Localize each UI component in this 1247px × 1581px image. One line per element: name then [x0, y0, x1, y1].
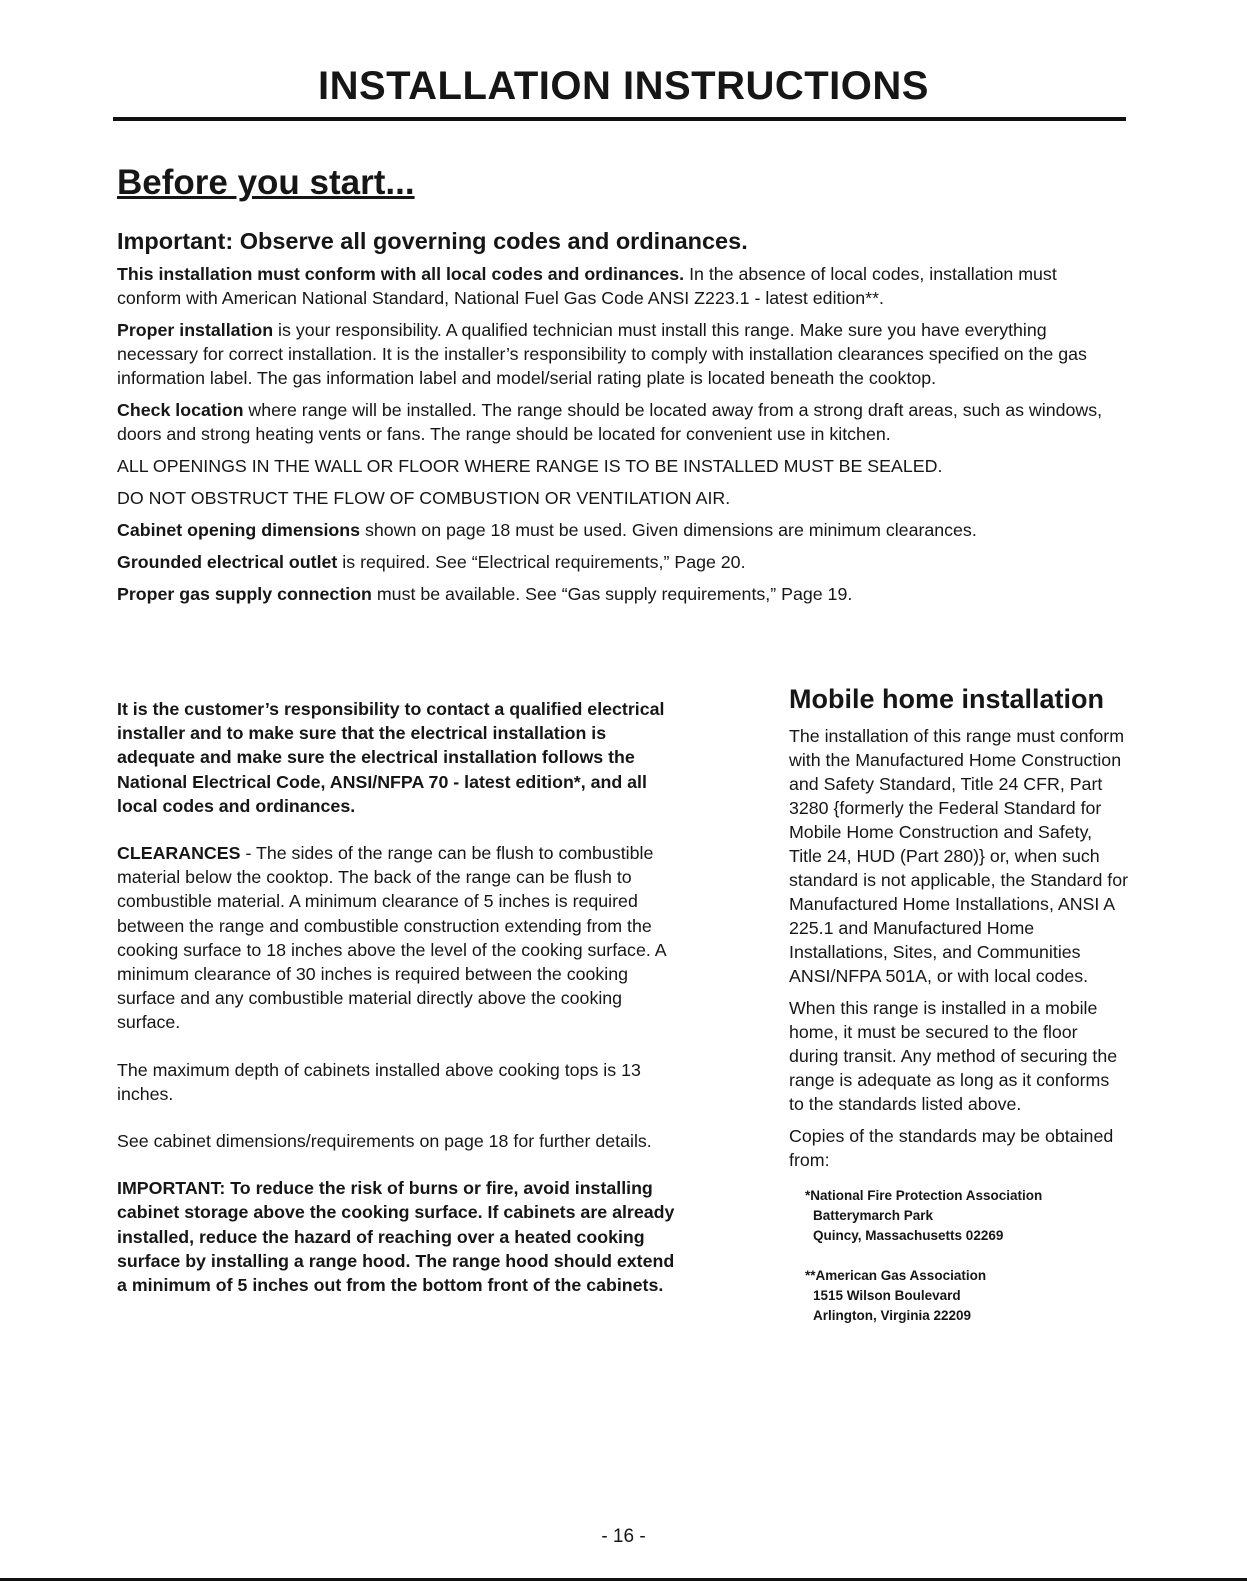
page-number: - 16 -: [601, 1526, 646, 1547]
intro-paragraph: [117, 582, 1112, 606]
intro-text: DO NOT OBSTRUCT THE FLOW OF COMBUSTION OR VENTILATION AIR.: [117, 488, 731, 508]
intro-paragraph: [117, 550, 1112, 574]
max-depth-paragraph: The maximum depth of cabinets installed above cooking tops is 13 inches.: [117, 1059, 641, 1104]
intro-lead: Proper gas supply connection: [117, 584, 372, 604]
intro-paragraph: [117, 486, 1112, 510]
intro-lead: Grounded electrical outlet: [117, 552, 338, 572]
intro-text: shown on page 18 must be used. Given dimensions are minimum clearances.: [360, 520, 977, 540]
address-line: 1515 Wilson Boulevard: [813, 1288, 961, 1303]
intro-lead: Cabinet opening dimensions: [117, 520, 361, 540]
important-heading: Important: Observe all governing codes and ordinances.: [117, 228, 748, 254]
intro-section: [117, 262, 1112, 614]
intro-text: In the absence of local codes, installation must conform with American National Standard, National Fuel Gas Code ANSI Z223.1 - latest edition**.: [117, 264, 1057, 308]
mobile-home-heading: Mobile home installation: [789, 684, 1105, 714]
section-heading: Before you start...: [117, 163, 415, 202]
intro-text: where range will be installed. The range should be located away from a strong draft areas, such as windows, doors and strong heating vents or fans. The range should be located for convenient use in kitchen.: [117, 400, 1103, 444]
customer-responsibility: It is the customer’s responsibility to contact a qualified electrical installer and to make sure that the electrical installation is adequate and make sure the electrical installation follows the National Electrical Code, ANSI/NFPA 70 - latest edition*, and all local codes and ordinances.: [117, 699, 665, 816]
intro-text: is your responsibility. A qualified technician must install this range. Make sure you have everything necessary for correct installation. It is the installer’s responsibility to comply with installation clearances specified on the gas information label. The gas information label and model/serial rating plate is located beneath the cooktop.: [117, 320, 1087, 388]
important-warning: IMPORTANT: To reduce the risk of burns or fire, avoid installing cabinet storage above the cooking surface. If cabinets are already installed, reduce the hazard of reaching over a heated cooking surface by installing a range hood. The range hood should extend a minimum of 5 inches out from the bottom front of the cabinets.: [117, 1178, 675, 1296]
intro-paragraph: [117, 318, 1112, 390]
intro-paragraph: [117, 398, 1112, 446]
intro-paragraph: [117, 454, 1112, 478]
title-rule: [113, 117, 1126, 121]
see-cabinet-paragraph: See cabinet dimensions/requirements on page 18 for further details.: [117, 1131, 652, 1152]
address-line: *National Fire Protection Association: [805, 1188, 1043, 1203]
address-line: Batterymarch Park: [813, 1208, 934, 1223]
page-title: INSTALLATION INSTRUCTIONS: [318, 64, 929, 108]
intro-paragraph: [117, 262, 1112, 310]
address-nfpa: [805, 1186, 1129, 1246]
address-line: **American Gas Association: [805, 1268, 987, 1283]
intro-text: ALL OPENINGS IN THE WALL OR FLOOR WHERE RANGE IS TO BE INSTALLED MUST BE SEALED.: [117, 456, 943, 476]
clearances-lead: CLEARANCES: [117, 843, 241, 864]
mobile-paragraph: Copies of the standards may be obtained from:: [789, 1126, 1114, 1170]
mobile-paragraph: When this range is installed in a mobile home, it must be secured to the floor during transit. Any method of securing the range is adequate as long as it conforms to the standards listed above.: [789, 998, 1118, 1114]
clearances-text: - The sides of the range can be flush to combustible material below the cooktop. The back of the range can be flush to combustible material. A minimum clearance of 5 inches is required between the range and combustible construction extending from the cooking surface to 18 inches above the level of the cooking surface. A minimum clearance of 30 inches is required between the cooking surface and any combustible material directly above the cooking surface.: [117, 843, 666, 1033]
left-column: [117, 697, 677, 1320]
intro-lead: This installation must conform with all local codes and ordinances.: [117, 264, 685, 284]
right-column: [789, 682, 1129, 1326]
address-line: Arlington, Virginia 22209: [813, 1308, 972, 1323]
mobile-paragraph: The installation of this range must conform with the Manufactured Home Construction and Safety Standard, Title 24 CFR, Part 3280 {formerly the Federal Standard for Mobile Home Construction and Safety, Title 24, HUD (Part 280)} or, when such standard is not applicable, the Standard for Manufactured Home Installations, ANSI A 225.1 and Manufactured Home Installations, Sites, and Communities ANSI/NFPA 501A, or with local codes.: [789, 726, 1129, 986]
intro-text: must be available. See “Gas supply requirements,” Page 19.: [371, 584, 853, 604]
intro-text: is required. See “Electrical requirements,” Page 20.: [337, 552, 746, 572]
clearances-paragraph: [117, 841, 677, 1035]
intro-lead: Check location: [117, 400, 244, 420]
intro-paragraph: [117, 518, 1112, 542]
intro-lead: Proper installation: [117, 320, 274, 340]
address-line: Quincy, Massachusetts 02269: [813, 1228, 1004, 1243]
address-aga: [805, 1266, 1129, 1326]
